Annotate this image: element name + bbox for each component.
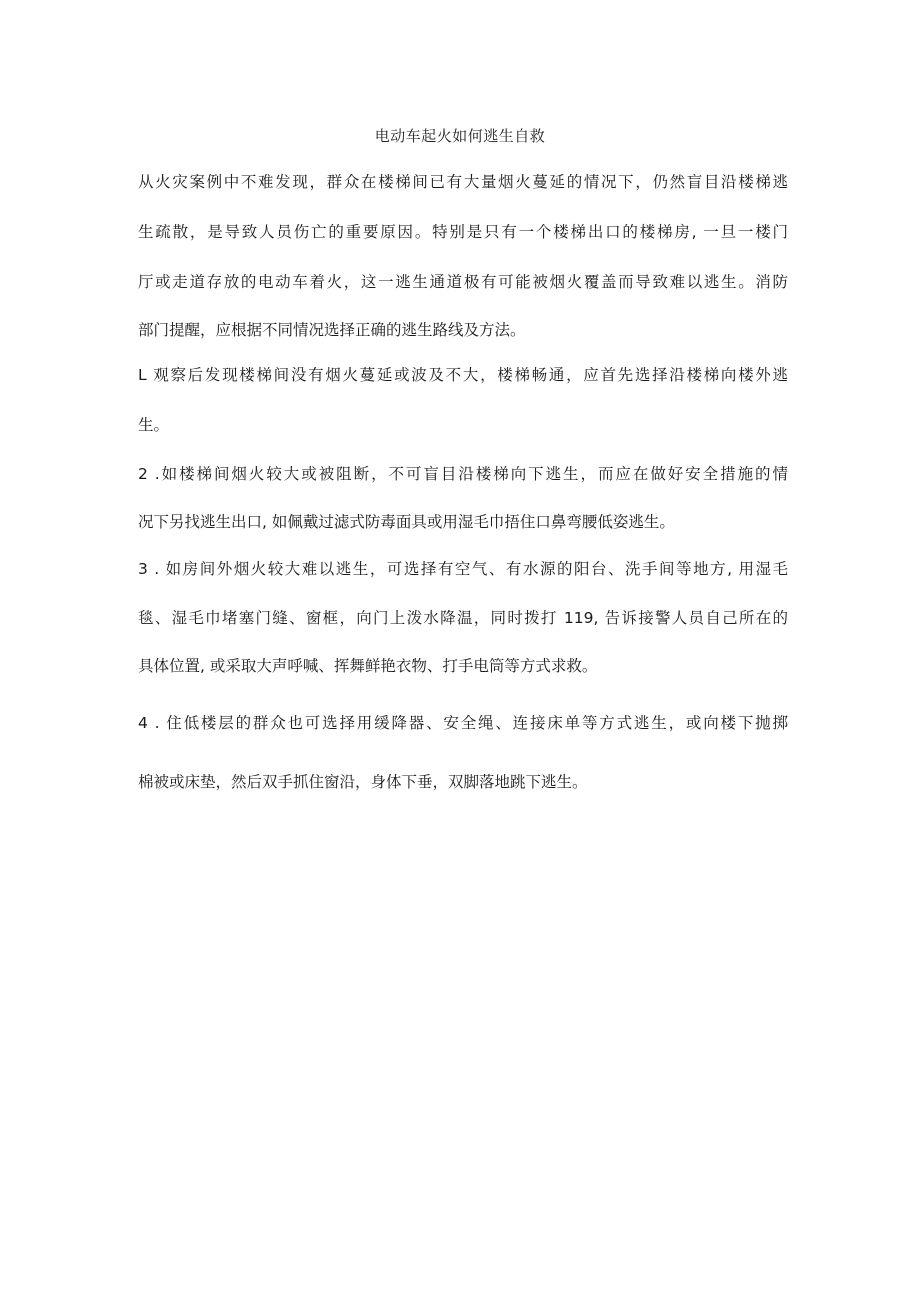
paragraph-line: 厅或走道存放的电动车着火，这一逃生通道极有可能被烟火覆盖而导致难以逃生。消防 [138,273,788,291]
paragraph-line: 从火灾案例中不难发现，群众在楼梯间已有大量烟火蔓延的情况下，仍然盲目沿楼梯逃 [138,173,788,191]
paragraph-line: 毯、湿毛巾堵塞门缝、窗框，向门上泼水降温，同时拨打 119, 告诉接警人员自己所在的 [138,609,788,627]
paragraph-line: 生疏散，是导致人员伤亡的重要原因。特别是只有一个楼梯出口的楼梯房, 一旦一楼门 [138,223,788,241]
paragraph-line: 部门提醒，应根据不同情况选择正确的逃生路线及方法。 [138,321,526,339]
paragraph-line: 2 .如楼梯间烟火较大或被阻断，不可盲目沿楼梯向下逃生，而应在做好安全措施的情 [138,465,788,483]
paragraph-line: 生。 [138,416,170,434]
document-title: 电动车起火如何逃生自救 [374,127,546,145]
paragraph-line: L 观察后发现楼梯间没有烟火蔓延或波及不大，楼梯畅通，应首先选择沿楼梯向楼外逃 [138,366,788,384]
paragraph-line: 3 . 如房间外烟火较大难以逃生，可选择有空气、有水源的阳台、洗手间等地方, 用湿毛 [138,560,788,578]
paragraph-line: 况下另找逃生出口, 如佩戴过滤式防毒面具或用湿毛巾捂住口鼻弯腰低姿逃生。 [138,513,675,531]
paragraph-line: 具体位置, 或采取大声呼喊、挥舞鲜艳衣物、打手电筒等方式求救。 [138,657,598,675]
paragraph-line: 4 . 住低楼层的群众也可选择用缓降器、安全绳、连接床单等方式逃生，或向楼下抛掷 [138,714,788,732]
paragraph-line: 棉被或床垫，然后双手抓住窗沿，身体下垂，双脚落地跳下逃生。 [138,773,588,791]
